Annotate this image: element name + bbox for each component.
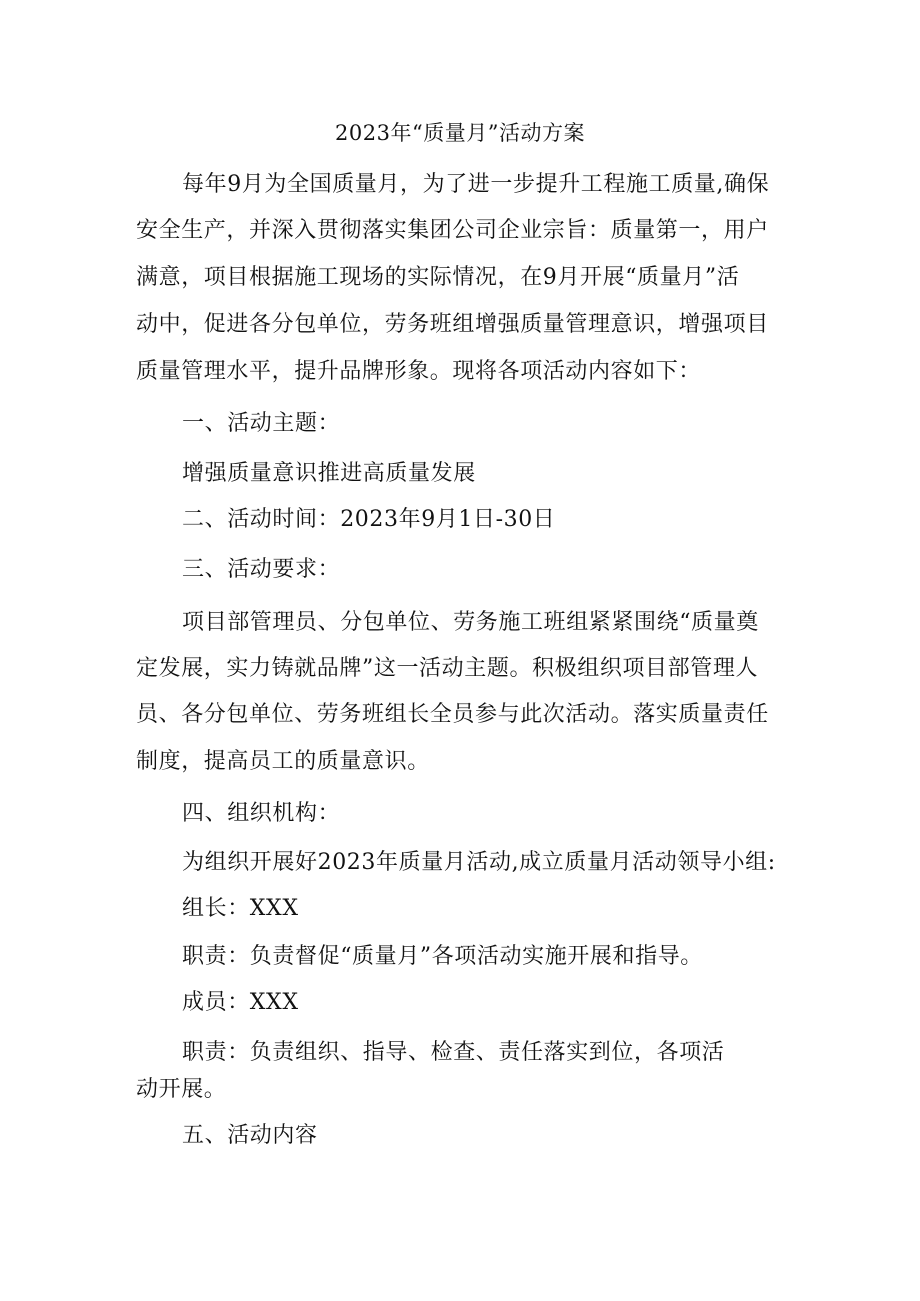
document-title: 2023年“质量月”活动方案 xyxy=(335,121,585,145)
leader-duty-line: 职责：负责督促“质量月”各项活动实施开展和指导。 xyxy=(182,944,703,969)
section3-heading: 三、活动要求： xyxy=(182,557,341,582)
section3-line-2: 定发展，实力铸就品牌”这一活动主题。积极组织项目部管理人 xyxy=(136,656,759,681)
section5-heading: 五、活动内容 xyxy=(182,1123,318,1148)
section1-body: 增强质量意识推进高质量发展 xyxy=(182,461,476,486)
leader-line: 组长：XXX xyxy=(182,896,299,921)
member-duty-line-2: 动开展。 xyxy=(136,1077,227,1102)
intro-line-4: 动中，促进各分包单位，劳务班组增强质量管理意识，增强项目 xyxy=(136,312,769,337)
intro-line-1: 每年9月为全国质量月，为了进一步提升工程施工质量,确保 xyxy=(182,172,770,197)
section1-heading: 一、活动主题： xyxy=(182,411,341,436)
intro-line-2: 安全生产，并深入贯彻落实集团公司企业宗旨：质量第一，用户 xyxy=(136,218,769,243)
section4-body: 为组织开展好2023年质量月活动,成立质量月活动领导小组: xyxy=(182,850,776,875)
section4-heading: 四、组织机构： xyxy=(182,801,341,826)
member-duty-line-1: 职责：负责组织、指导、检查、责任落实到位，各项活 xyxy=(182,1040,725,1065)
section2-heading: 二、活动时间：2023年9月1日-30日 xyxy=(182,507,556,532)
member-line: 成员：XXX xyxy=(182,990,299,1015)
section3-line-4: 制度，提高员工的质量意识。 xyxy=(136,749,430,774)
section3-line-3: 员、各分包单位、劳务班组长全员参与此次活动。落实质量责任 xyxy=(136,702,769,727)
section3-line-1: 项目部管理员、分包单位、劳务施工班组紧紧围绕“质量奠 xyxy=(182,610,759,635)
intro-line-3: 满意，项目根据施工现场的实际情况，在9月开展“质量月”活 xyxy=(136,265,740,290)
intro-line-5: 质量管理水平，提升品牌形象。现将各项活动内容如下： xyxy=(136,359,702,384)
